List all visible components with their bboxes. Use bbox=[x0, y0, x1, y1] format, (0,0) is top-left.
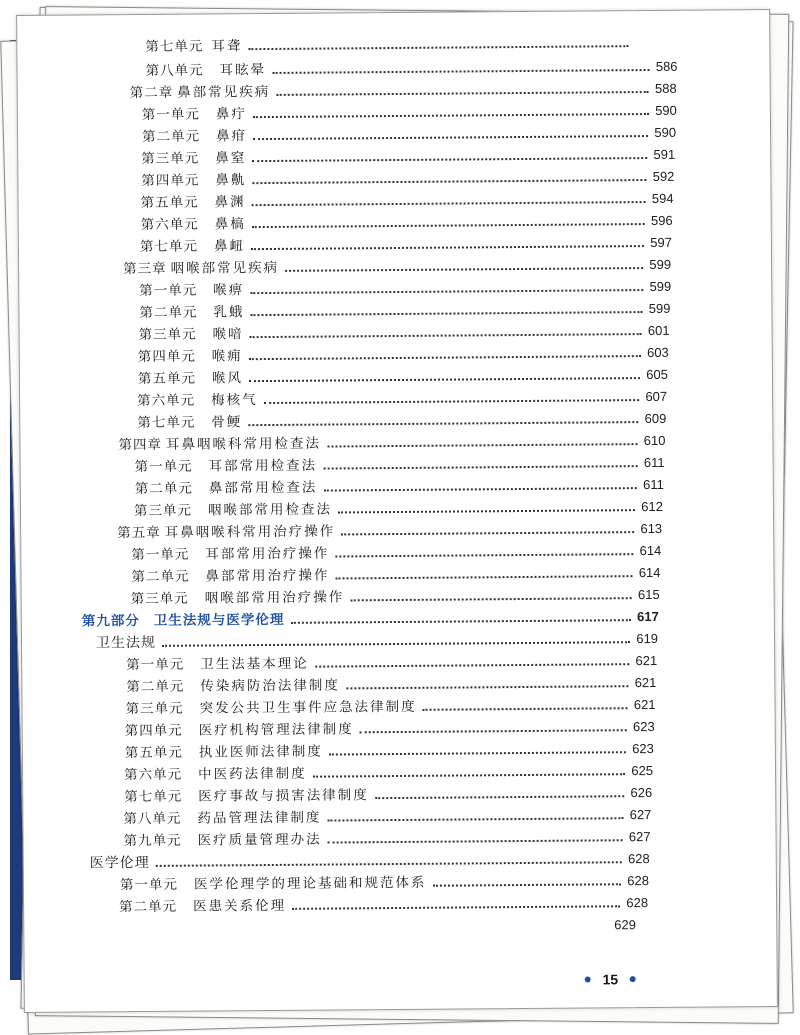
toc-entry bbox=[125, 739, 654, 763]
toc-entry bbox=[140, 233, 672, 257]
toc-entry-unit: 第三单元 bbox=[133, 502, 193, 520]
toc-entry-page: 607 bbox=[645, 388, 668, 405]
toc-leader bbox=[292, 905, 620, 910]
toc-leader bbox=[327, 817, 623, 821]
toc-entry-page: 599 bbox=[649, 278, 672, 295]
toc-entry-title: 喉风 bbox=[211, 370, 244, 387]
toc-entry-title: 突发公共卫生事件应急法律制度 bbox=[199, 698, 417, 717]
toc-entry-title: 乳蛾 bbox=[213, 304, 245, 321]
toc-entry bbox=[119, 893, 648, 917]
toc-entry bbox=[131, 585, 660, 609]
toc-entry-title: 耳鼻咽喉科常用检查法 bbox=[165, 435, 322, 453]
toc-entry bbox=[135, 453, 665, 477]
toc-entry bbox=[120, 871, 649, 895]
toc-entry bbox=[139, 299, 670, 323]
toc-entry-unit: 第一单元 bbox=[141, 106, 200, 123]
toc-entry-page: 629 bbox=[614, 917, 637, 933]
toc-entry-unit: 第七单元 bbox=[124, 788, 183, 806]
toc-entry-title: 咽喉部常用治疗操作 bbox=[204, 589, 345, 607]
footer-dot-right bbox=[630, 976, 636, 982]
toc-entry-title: 骨鲠 bbox=[211, 414, 243, 431]
toc-entry bbox=[123, 805, 651, 829]
toc-leader bbox=[251, 245, 644, 250]
toc-entry-unit: 第一单元 bbox=[139, 282, 198, 300]
toc-entry-page: 596 bbox=[650, 212, 673, 228]
toc-entry-title: 耳眩晕 bbox=[219, 62, 267, 79]
toc-entry-page: 588 bbox=[654, 80, 677, 96]
toc-entry bbox=[138, 343, 669, 367]
toc-leader bbox=[272, 69, 650, 74]
page-footer bbox=[585, 971, 665, 992]
toc-section-heading bbox=[96, 629, 658, 653]
toc-entry bbox=[125, 717, 655, 741]
toc-entry bbox=[137, 409, 666, 433]
toc-entry-title: 中医药法律制度 bbox=[198, 765, 307, 783]
toc-entry-title: 梅核气 bbox=[211, 392, 258, 409]
toc-leader bbox=[249, 355, 641, 360]
toc-entry-unit: 第五单元 bbox=[124, 744, 183, 762]
toc-entry-page: 628 bbox=[626, 895, 649, 911]
toc-entry-unit: 第六单元 bbox=[137, 392, 196, 410]
toc-entry-unit: 第七单元 bbox=[139, 238, 198, 256]
toc-leader bbox=[252, 223, 645, 228]
toc-chapter bbox=[123, 255, 671, 279]
toc-entry-page: 621 bbox=[633, 696, 656, 713]
toc-leader bbox=[253, 113, 649, 118]
toc-entry-title: 卫生法基本理论 bbox=[200, 655, 309, 673]
toc-entry-unit: 第二单元 bbox=[134, 480, 193, 498]
toc-entry-unit: 第三单元 bbox=[138, 326, 197, 344]
toc-entry bbox=[134, 497, 663, 521]
toc-entry-page: 625 bbox=[631, 762, 654, 779]
toc-entry-title: 医疗机构管理法律制度 bbox=[198, 721, 354, 739]
toc-entry-page: 614 bbox=[638, 564, 661, 581]
toc-entry-page: 603 bbox=[647, 344, 669, 361]
toc-entry-title: 鼻槁 bbox=[214, 216, 246, 233]
toc-entry bbox=[141, 211, 673, 235]
toc-leader bbox=[156, 861, 622, 867]
toc-entry-page: 599 bbox=[649, 256, 672, 273]
toc-leader bbox=[162, 641, 630, 647]
toc-entry-unit: 第四章 bbox=[118, 436, 163, 454]
toc-leader bbox=[290, 619, 631, 624]
toc-entry bbox=[145, 36, 315, 57]
toc-entry-page: 586 bbox=[655, 58, 678, 74]
toc-entry-unit: 第四单元 bbox=[124, 722, 183, 740]
toc-entry-page: 628 bbox=[627, 851, 650, 867]
toc-entry-unit: 第二单元 bbox=[141, 128, 201, 145]
toc-entry-unit: 第一单元 bbox=[134, 458, 193, 476]
toc-entry-page: 592 bbox=[652, 168, 675, 184]
toc-leader bbox=[248, 421, 638, 426]
toc-entry-unit: 第八单元 bbox=[123, 810, 182, 828]
toc-entry-unit: 第二单元 bbox=[131, 568, 190, 586]
toc-section-heading bbox=[90, 849, 650, 873]
toc-leader bbox=[375, 795, 625, 799]
toc-entry bbox=[124, 761, 653, 785]
toc-entry-title: 鼻部常见疾病 bbox=[177, 83, 271, 101]
toc-entry-page: 612 bbox=[641, 498, 664, 515]
toc-entry-page: 627 bbox=[628, 829, 651, 845]
toc-entry-page: 599 bbox=[648, 300, 671, 317]
toc-entry-title: 喉痈 bbox=[211, 348, 243, 365]
toc-entry-page: 615 bbox=[637, 586, 660, 603]
toc-entry-page: 601 bbox=[647, 322, 670, 339]
toc-leader bbox=[252, 179, 646, 184]
toc-entry-title: 耳部常用检查法 bbox=[208, 457, 318, 475]
toc-entry bbox=[141, 145, 675, 169]
toc-leader bbox=[248, 45, 628, 50]
toc-entry-page: 626 bbox=[630, 785, 653, 801]
toc-entry-page: 594 bbox=[651, 190, 674, 206]
toc-entry bbox=[131, 541, 661, 565]
toc-entry-unit: 第七单元 bbox=[145, 38, 204, 55]
toc-leader bbox=[341, 531, 634, 535]
toc-entry-title: 鼻衄 bbox=[213, 238, 245, 255]
toc-entry-unit: 第四单元 bbox=[137, 348, 196, 366]
toc-entry-title: 鼻窒 bbox=[215, 150, 247, 167]
toc-leader bbox=[350, 597, 632, 601]
toc-entry-page: 627 bbox=[629, 807, 652, 823]
toc-entry bbox=[131, 563, 660, 587]
toc-leader bbox=[276, 91, 649, 96]
toc-entry bbox=[142, 123, 676, 147]
toc-entry-title: 医疗事故与损害法律制度 bbox=[198, 787, 369, 805]
toc-leader bbox=[329, 751, 626, 755]
toc-entry-page: 617 bbox=[637, 608, 659, 625]
toc-entry-unit: 第六单元 bbox=[140, 216, 199, 234]
toc-entry-unit: 第九单元 bbox=[123, 832, 182, 850]
toc-entry-unit: 第一单元 bbox=[126, 656, 185, 674]
toc-leader bbox=[250, 289, 643, 294]
toc-entry-title: 咽喉部常用检查法 bbox=[207, 501, 333, 519]
toc-entry-unit: 第二单元 bbox=[119, 898, 178, 916]
toc-entry-unit: 第二单元 bbox=[126, 678, 185, 696]
toc-entry-title: 耳聋 bbox=[211, 38, 243, 55]
toc-leader bbox=[432, 883, 621, 886]
toc-entry-unit: 第二章 bbox=[129, 84, 174, 102]
toc-entry-title: 执业医师法律制度 bbox=[198, 743, 323, 761]
toc-leader bbox=[252, 201, 646, 206]
toc-entry-unit: 第一单元 bbox=[119, 876, 178, 894]
toc-entry-title: 喉喑 bbox=[212, 326, 244, 343]
toc-entry bbox=[137, 387, 667, 411]
toc-entry-title: 鼻部常用治疗操作 bbox=[205, 567, 330, 585]
toc-section-title: 卫生法规 bbox=[95, 634, 157, 652]
footer-dot-left bbox=[585, 976, 591, 982]
toc-leader bbox=[328, 839, 623, 843]
toc-entry bbox=[125, 695, 655, 719]
toc-leader bbox=[250, 311, 642, 316]
toc-entry-page: 613 bbox=[640, 520, 663, 537]
toc-entry-page: 614 bbox=[639, 542, 662, 559]
toc-entry-page: 628 bbox=[627, 873, 649, 889]
toc-entry-page: 621 bbox=[634, 674, 657, 691]
toc-entry-title: 鼻部常用检查法 bbox=[208, 479, 318, 497]
toc-entry-page: 590 bbox=[654, 124, 677, 140]
toc-leader bbox=[250, 333, 642, 338]
toc-entry-page: 619 bbox=[636, 630, 659, 647]
toc-entry-title: 耳鼻咽喉科常用治疗操作 bbox=[164, 523, 336, 541]
toc-entry-page: 621 bbox=[635, 652, 658, 669]
toc-leader bbox=[323, 487, 637, 491]
toc-entry-unit: 第八单元 bbox=[145, 62, 204, 79]
toc-entry-unit: 第五单元 bbox=[137, 370, 197, 388]
toc-leader bbox=[315, 663, 630, 667]
toc-entry-title: 医学伦理学的理论基础和规范体系 bbox=[193, 874, 427, 893]
toc-entry-title: 鼻鼽 bbox=[215, 172, 247, 189]
toc-entry bbox=[142, 101, 677, 125]
toc-entry-title: 鼻渊 bbox=[214, 194, 246, 211]
toc-part-number: 第九部分 bbox=[81, 613, 140, 630]
toc-part-heading bbox=[82, 607, 659, 632]
toc-entry-page: 611 bbox=[643, 476, 664, 493]
toc-entry-unit: 第三单元 bbox=[130, 590, 189, 608]
toc-entry-title: 耳部常用治疗操作 bbox=[205, 545, 330, 563]
toc-entry bbox=[126, 673, 656, 697]
toc-entry-title: 药品管理法律制度 bbox=[197, 809, 322, 827]
toc-trailing-page bbox=[614, 915, 654, 935]
toc-entry-unit: 第三单元 bbox=[125, 700, 184, 718]
toc-entry-unit: 第六单元 bbox=[124, 766, 183, 784]
toc-entry bbox=[139, 321, 670, 345]
toc-leader bbox=[346, 685, 629, 689]
toc-leader bbox=[253, 135, 648, 140]
toc-entry-page: 623 bbox=[632, 740, 654, 757]
toc-entry-unit: 第五章 bbox=[117, 524, 161, 542]
toc-leader bbox=[338, 509, 635, 513]
toc-entry-title: 咽喉部常见疾病 bbox=[170, 259, 280, 277]
toc-entry-page: 597 bbox=[650, 234, 672, 251]
toc-leader bbox=[252, 157, 647, 162]
toc-leader bbox=[327, 443, 638, 447]
toc-entry bbox=[141, 167, 674, 191]
toc-leader bbox=[264, 399, 640, 404]
toc-entry bbox=[126, 651, 657, 675]
page-number: 15 bbox=[602, 971, 619, 988]
toc-entry-title: 喉痹 bbox=[213, 282, 245, 299]
toc-leader bbox=[313, 773, 626, 777]
toc-entry-page: 591 bbox=[653, 146, 676, 162]
toc-entry-title: 医患关系伦理 bbox=[193, 897, 287, 915]
toc-leader bbox=[423, 707, 628, 711]
toc-chapter bbox=[130, 79, 677, 103]
table-of-contents bbox=[17, 10, 777, 1012]
toc-entry-title: 传染病防治法律制度 bbox=[200, 677, 340, 695]
toc-entry-page: 623 bbox=[632, 718, 655, 735]
toc-entry-unit: 第三单元 bbox=[141, 150, 200, 167]
toc-chapter bbox=[117, 519, 662, 543]
toc-entry bbox=[138, 365, 668, 389]
toc-chapter bbox=[118, 431, 665, 455]
toc-leader bbox=[335, 553, 633, 557]
toc-entry-title: 鼻疳 bbox=[215, 128, 248, 145]
toc-entry-page: 610 bbox=[643, 432, 666, 449]
toc-entry bbox=[139, 277, 671, 301]
toc-entry-unit: 第四单元 bbox=[141, 172, 200, 189]
toc-entry bbox=[145, 57, 677, 81]
toc-leader bbox=[249, 377, 640, 382]
toc-entry-title: 鼻疔 bbox=[215, 106, 247, 123]
toc-part-title: 卫生法规与医学伦理 bbox=[153, 611, 285, 629]
toc-leader bbox=[360, 729, 627, 733]
toc-section-title: 医学伦理 bbox=[89, 854, 150, 872]
toc-page bbox=[16, 9, 778, 1013]
toc-entry-page: 605 bbox=[646, 366, 668, 383]
toc-entry-unit: 第五单元 bbox=[140, 194, 199, 212]
toc-entry-unit: 第二单元 bbox=[139, 304, 198, 322]
toc-entry-page: 609 bbox=[644, 410, 667, 427]
toc-entry-page: 611 bbox=[643, 454, 665, 471]
toc-entry-page: 590 bbox=[655, 102, 677, 118]
toc-entry-unit: 第一单元 bbox=[131, 546, 190, 564]
toc-entry-unit: 第三章 bbox=[123, 260, 167, 278]
toc-entry bbox=[124, 783, 652, 807]
toc-leader bbox=[285, 267, 643, 272]
toc-entry-unit: 第七单元 bbox=[137, 414, 196, 432]
toc-entry bbox=[140, 189, 673, 213]
toc-leader bbox=[323, 465, 638, 469]
toc-leader bbox=[336, 575, 633, 579]
toc-entry bbox=[135, 475, 664, 499]
toc-entry-title: 医疗质量管理办法 bbox=[197, 831, 322, 849]
toc-entry bbox=[124, 827, 651, 851]
